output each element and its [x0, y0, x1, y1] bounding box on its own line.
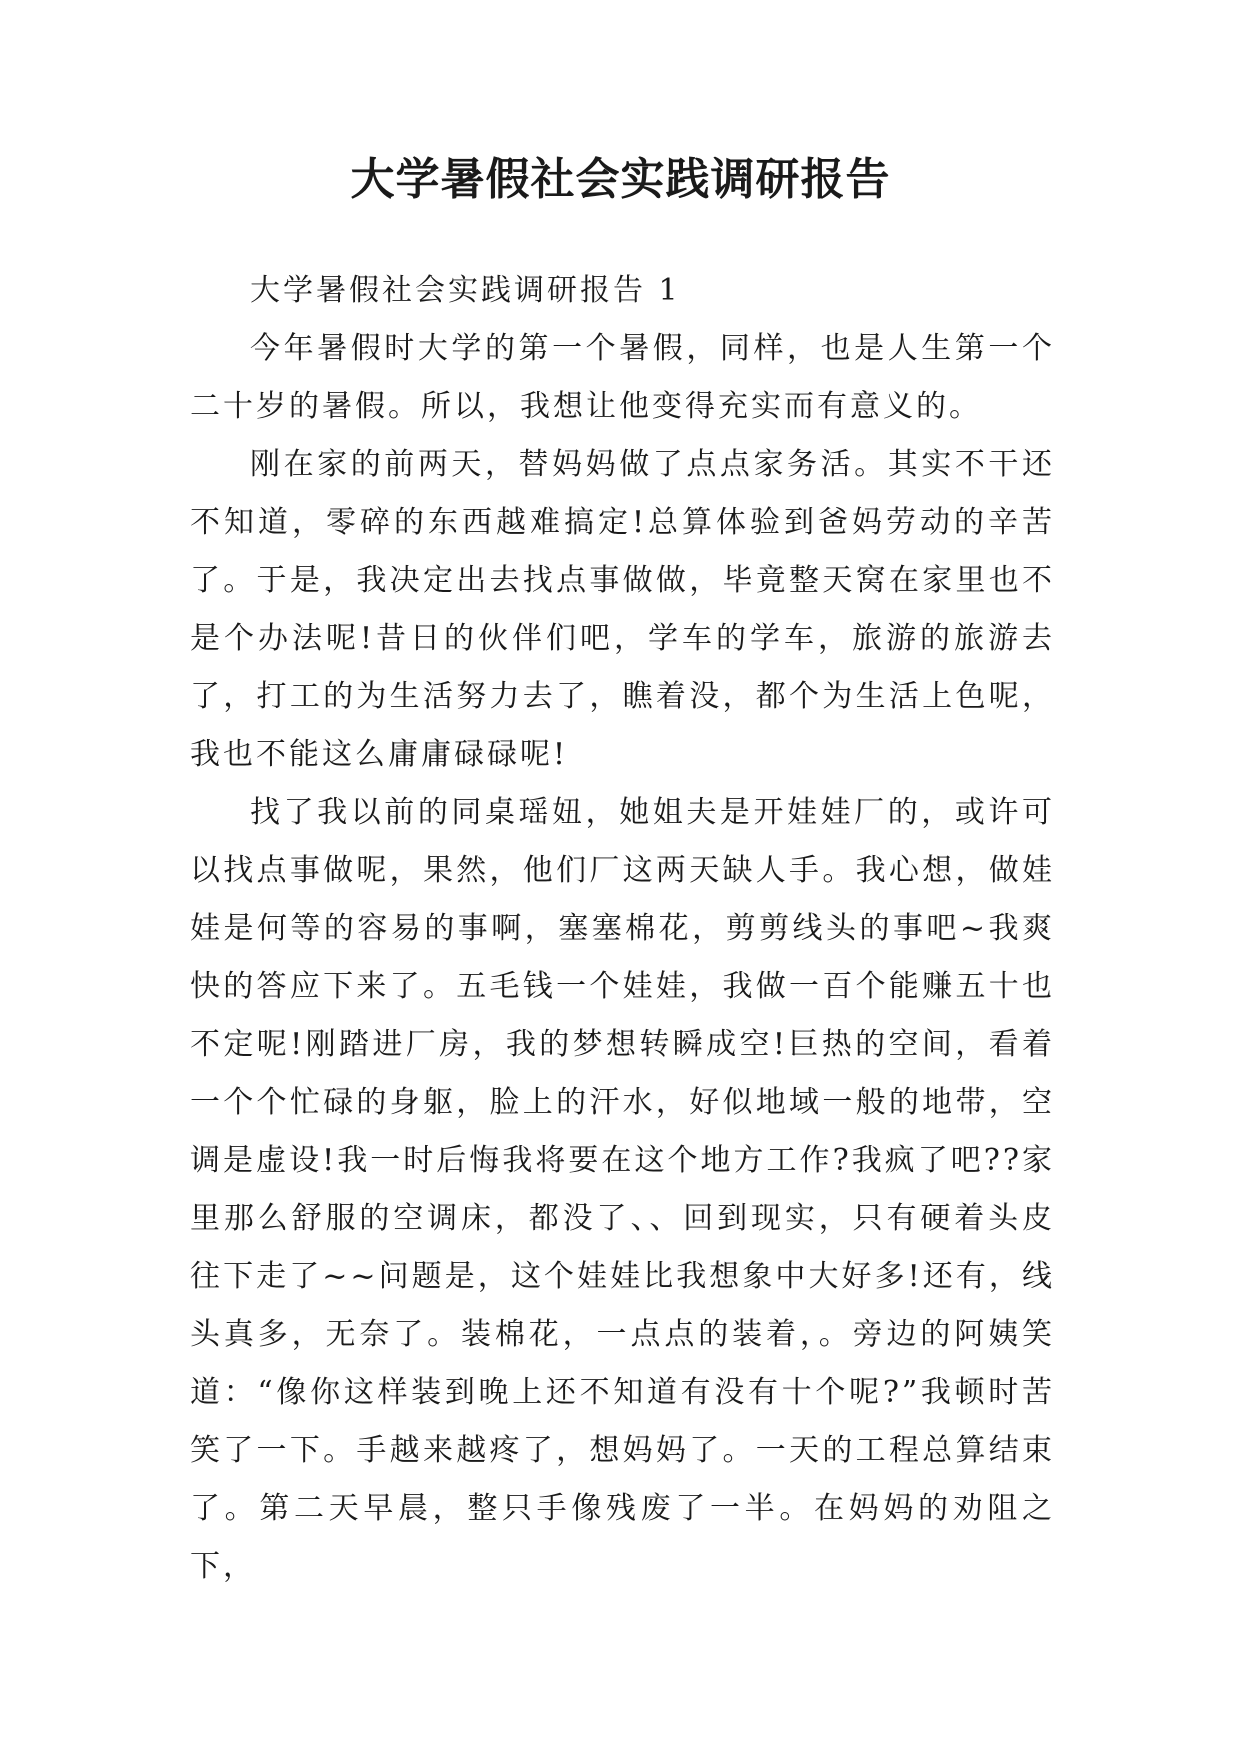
- document-title: 大学暑假社会实践调研报告: [350, 154, 891, 205]
- section-heading: 大学暑假社会实践调研报告 1: [250, 273, 681, 308]
- paragraph: 今年暑假时大学的第一个暑假，同样，也是人生第一个二十岁的暑假。所以，我想让他变得充实而有意义的。: [190, 331, 1055, 424]
- paragraph: 找了我以前的同桌瑶妞，她姐夫是开娃娃厂的，或许可以找点事做呢，果然，他们厂这两天缺人手。我心想，做娃娃是何等的容易的事啊，塞塞棉花，剪剪线头的事吧~我爽快的答应下来了。五毛钱一个娃娃，我做一百个能赚五十也不定呢!刚踏进厂房，我的梦想转瞬成空!巨热的空间，看着一个个忙碌的身躯，脸上的汗水，好似地域一般的地带，空调是虚设!我一时后悔我将要在这个地方工作?我疯了吧??家里那么舒服的空调床，都没了、、回到现实，只有硬着头皮往下走了~~问题是，这个娃娃比我想象中大好多!还有，线头真多，无奈了。装棉花，一点点的装着，。旁边的阿姨笑道：“像你这样装到晚上还不知道有没有十个呢?”我顿时苦笑了一下。手越来越疼了，想妈妈了。一天的工程总算结束了。第二天早晨，整只手像残废了一半。在妈妈的劝阻之下，: [190, 795, 1055, 1584]
- document-body: [190, 262, 1055, 1596]
- paragraph: 刚在家的前两天，替妈妈做了点点家务活。其实不干还不知道，零碎的东西越难搞定!总算体验到爸妈劳动的辛苦了。于是，我决定出去找点事做做，毕竟整天窝在家里也不是个办法呢!昔日的伙伴们吧，学车的学车，旅游的旅游去了，打工的为生活努力去了，瞧着没，都个为生活上色呢，我也不能这么庸庸碌碌呢!: [190, 447, 1055, 772]
